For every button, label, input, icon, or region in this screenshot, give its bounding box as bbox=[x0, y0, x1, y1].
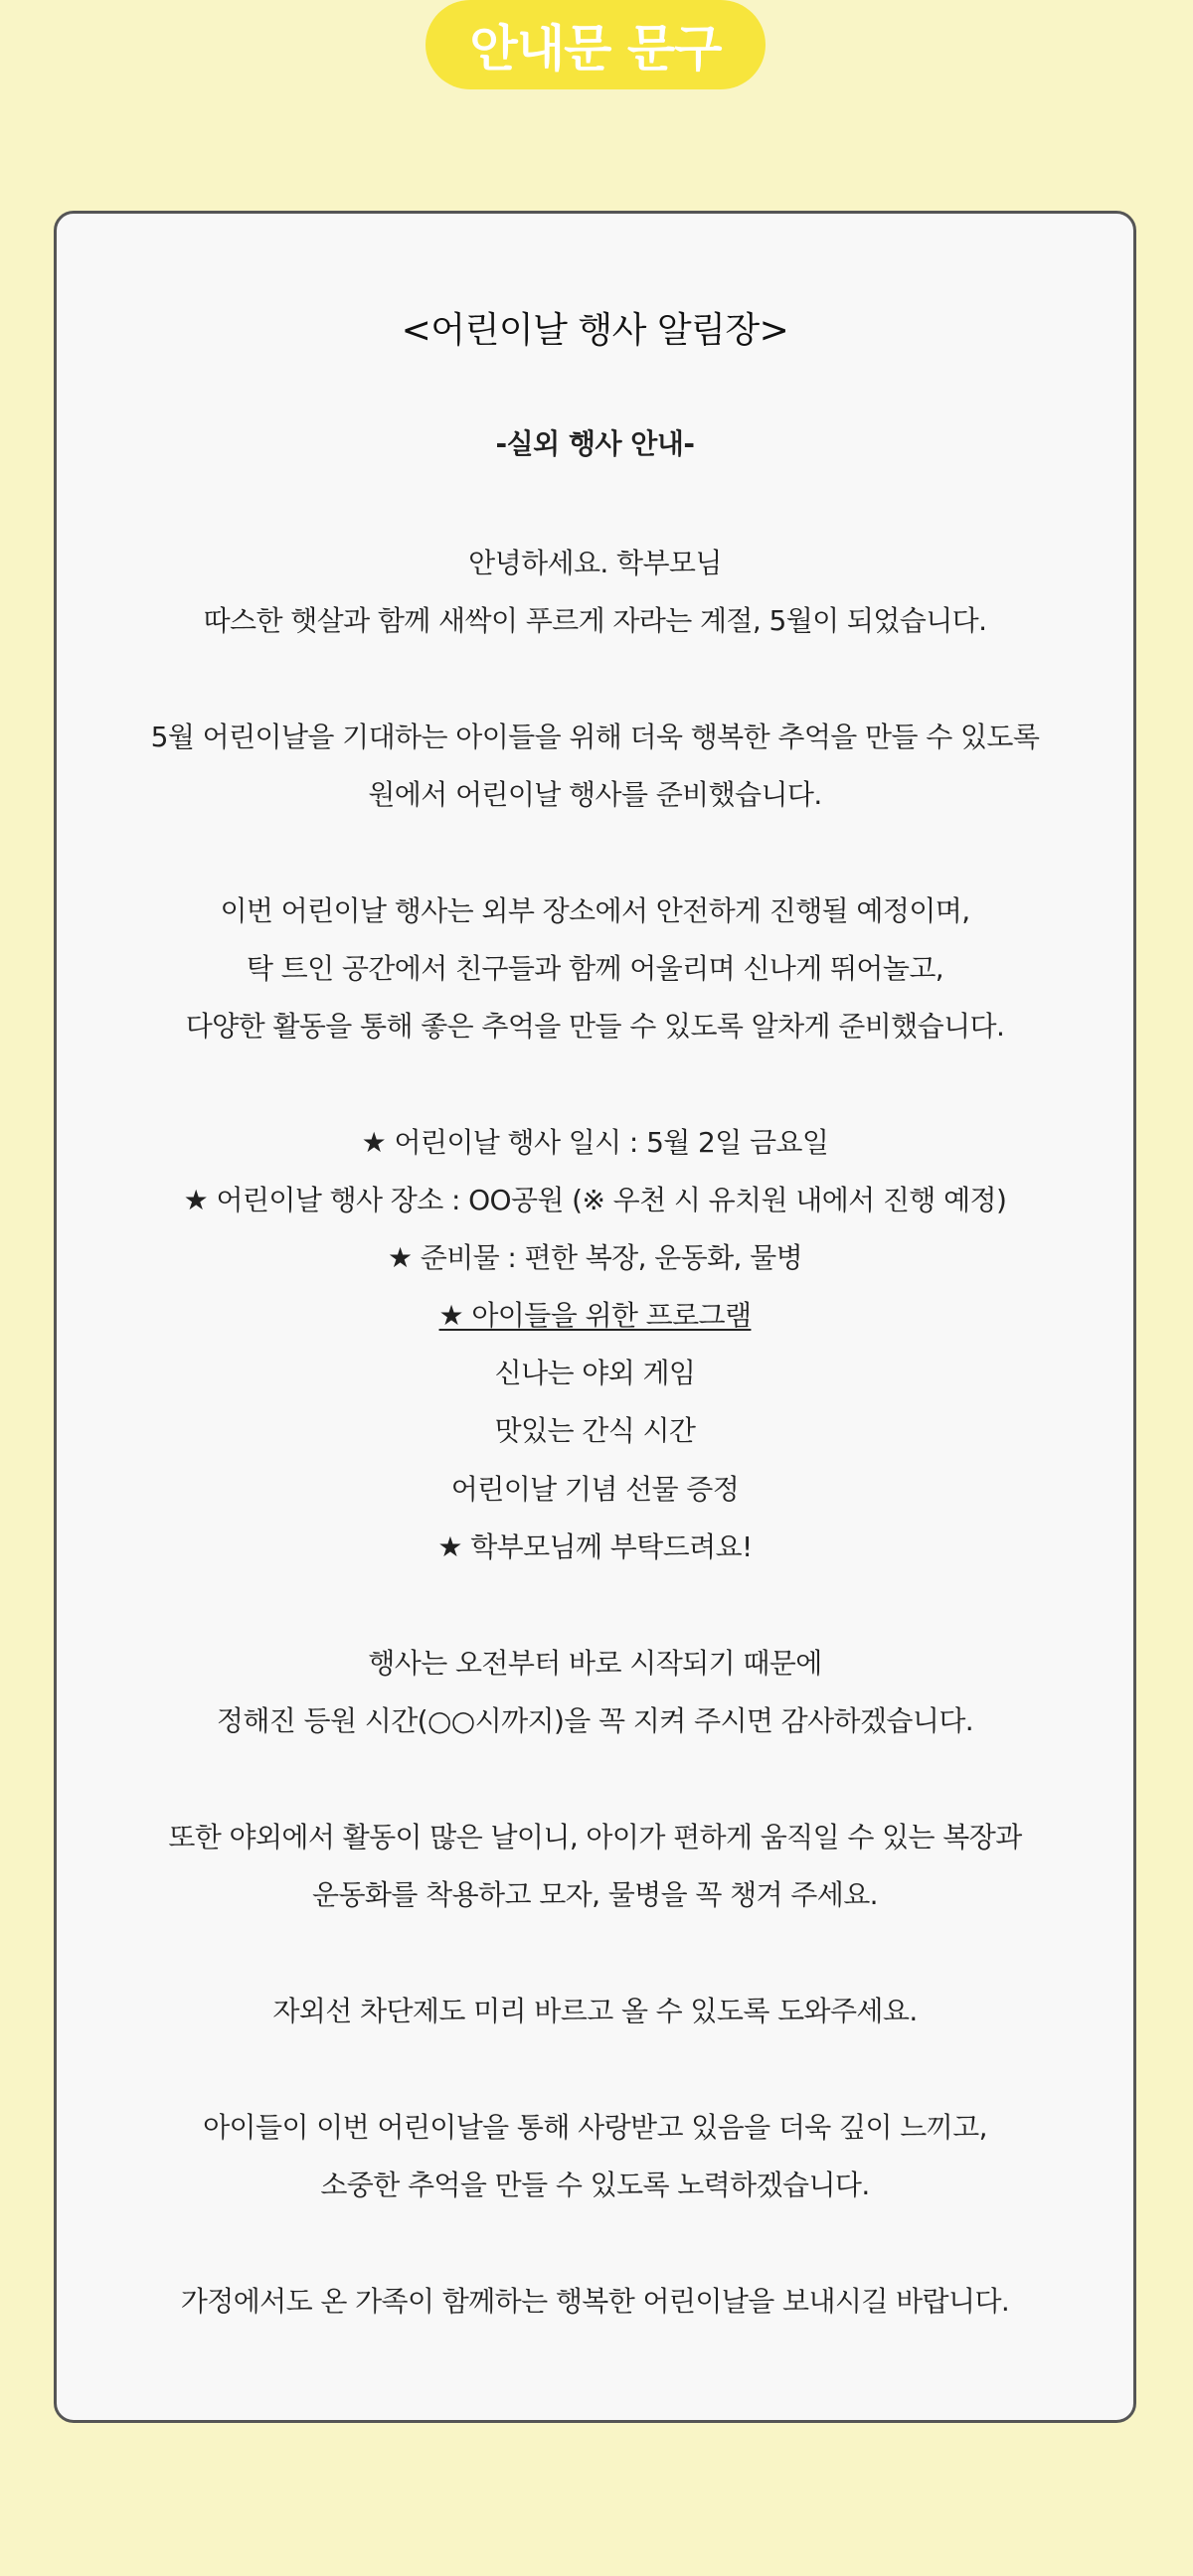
notice-line: 다양한 활동을 통해 좋은 추억을 만들 수 있도록 알차게 준비했습니다. bbox=[185, 1010, 1005, 1043]
notice-subtitle: -실외 행사 안내- bbox=[495, 427, 695, 460]
notice-line: 원에서 어린이날 행사를 준비했습니다. bbox=[368, 778, 822, 811]
parent-request-heading: ★ 학부모님께 부탁드려요! bbox=[437, 1530, 753, 1563]
notice-line: 안녕하세요. 학부모님 bbox=[468, 547, 722, 579]
notice-card bbox=[54, 211, 1136, 2423]
notice-line: 소중한 추억을 만들 수 있도록 노력하겠습니다. bbox=[320, 2169, 870, 2201]
event-place-item: ★ 어린이날 행사 장소 : OO공원 (※ 우천 시 유치원 내에서 진행 예정) bbox=[183, 1184, 1007, 1216]
notice-line: 자외선 차단제도 미리 바르고 올 수 있도록 도와주세요. bbox=[272, 1995, 918, 2027]
notice-line: 탁 트인 공간에서 친구들과 함께 어울리며 신나게 뛰어놀고, bbox=[246, 952, 944, 985]
notice-line: 정해진 등원 시간(○○시까지)을 꼭 지켜 주시면 감사하겠습니다. bbox=[216, 1704, 974, 1737]
notice-line: 따스한 햇살과 함께 새싹이 푸르게 자라는 계절, 5월이 되었습니다. bbox=[203, 604, 987, 637]
program-heading: ★ 아이들을 위한 프로그램 bbox=[438, 1299, 752, 1332]
program-entry: 어린이날 기념 선물 증정 bbox=[450, 1473, 740, 1506]
closing-line: 가정에서도 온 가족이 함께하는 행복한 어린이날을 보내시길 바랍니다. bbox=[180, 2285, 1010, 2318]
notice-line: 운동화를 착용하고 모자, 물병을 꼭 챙겨 주세요. bbox=[312, 1878, 878, 1911]
notice-line: 5월 어린이날을 기대하는 아이들을 위해 더욱 행복한 추억을 만들 수 있도록 bbox=[150, 721, 1040, 753]
program-item bbox=[57, 1298, 1133, 1334]
supplies-item: ★ 준비물 : 편한 복장, 운동화, 물병 bbox=[387, 1241, 803, 1274]
header-badge bbox=[426, 0, 766, 89]
notice-line: 아이들이 이번 어린이날을 통해 사랑받고 있음을 더욱 깊이 느끼고, bbox=[203, 2111, 987, 2144]
notice-line: 행사는 오전부터 바로 시작되기 때문에 bbox=[368, 1647, 822, 1680]
notice-line: 이번 어린이날 행사는 외부 장소에서 안전하게 진행될 예정이며, bbox=[220, 894, 970, 927]
program-entry: 맛있는 간식 시간 bbox=[494, 1414, 696, 1447]
notice-line: 또한 야외에서 활동이 많은 날이니, 아이가 편하게 움직일 수 있는 복장과 bbox=[168, 1821, 1022, 1853]
header-badge-label: 안내문 문구 bbox=[469, 20, 722, 78]
notice-title: <어린이날 행사 알림장> bbox=[401, 310, 789, 351]
event-date-item: ★ 어린이날 행사 일시 : 5월 2일 금요일 bbox=[361, 1126, 829, 1159]
program-entry: 신나는 야외 게임 bbox=[494, 1357, 696, 1389]
